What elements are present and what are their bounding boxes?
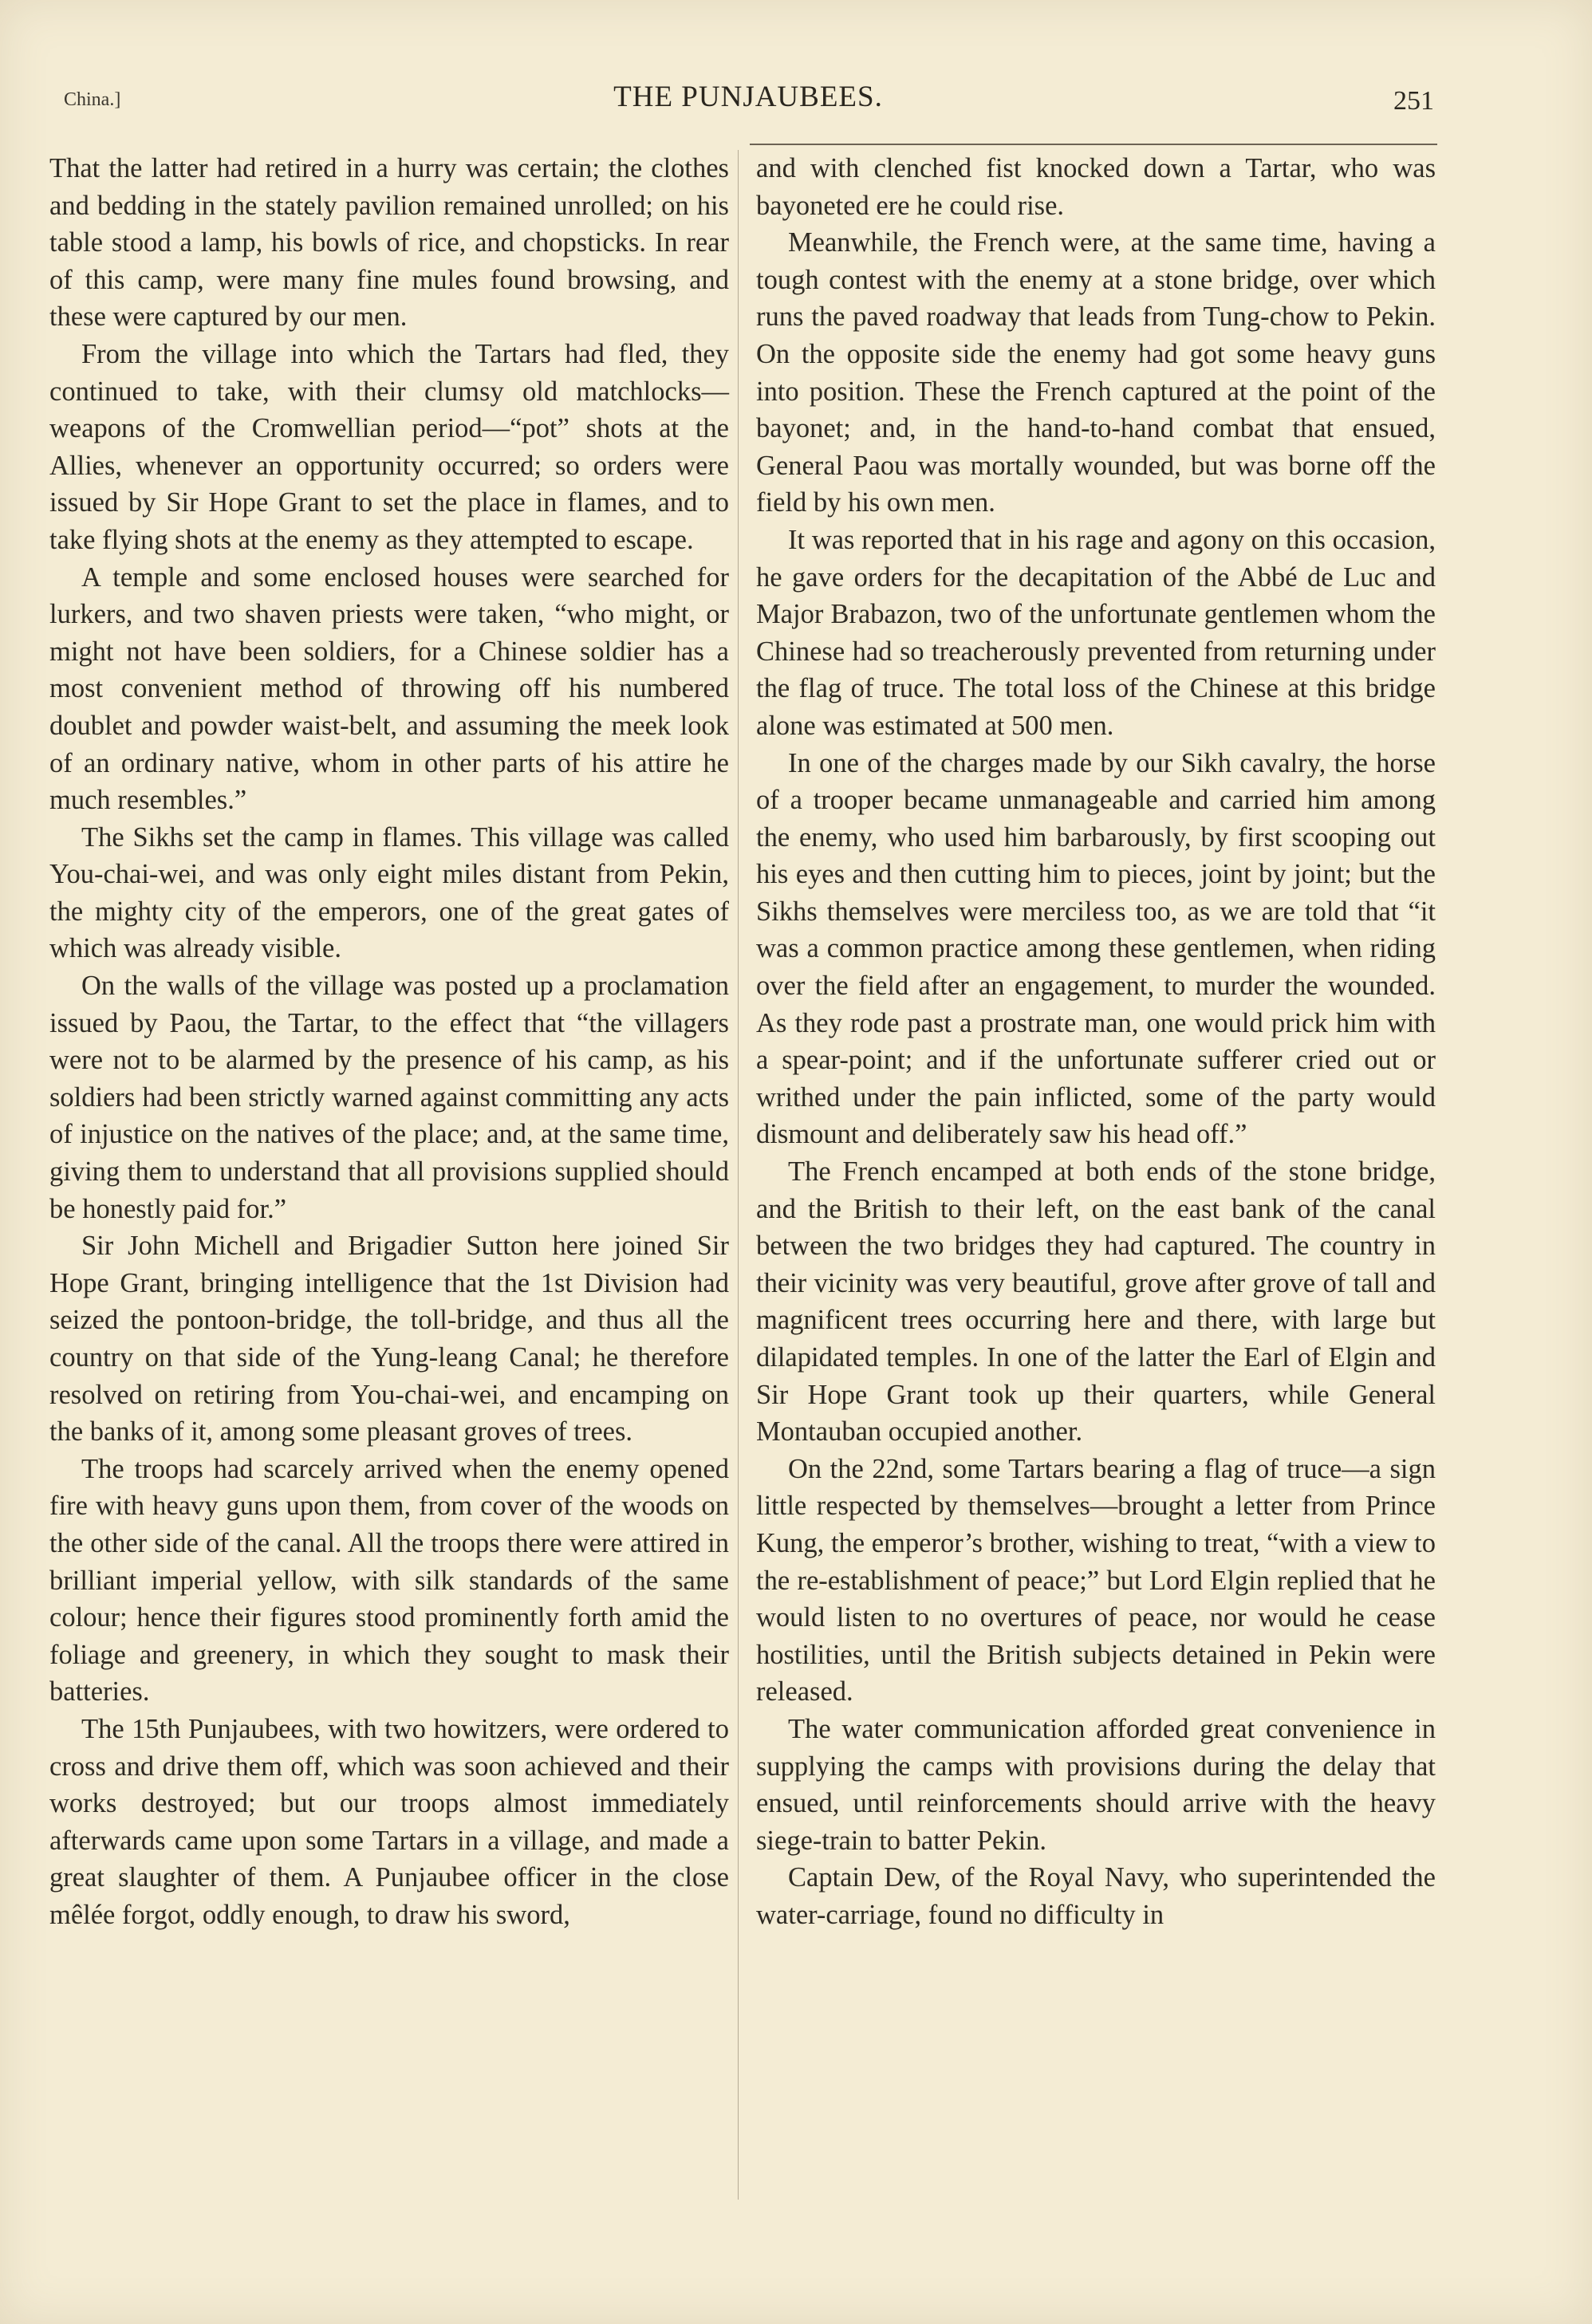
column-divider <box>738 150 739 2200</box>
paragraph: Sir John Michell and Brigadier Sutton here joined Sir Hope Grant, bringing intelligence that the 1st Division had seized the pontoon-bridge, the toll-bridge, and thus all the country on that side of the Yung-leang Canal; he therefore resolved on retiring from You-chai-wei, and encamping on the banks of it, among some pleasant groves of trees. <box>49 1231 729 1448</box>
paragraph: The Sikhs set the camp in flames. This village was called You-chai-wei, and was only eight miles distant from Pekin, the mighty city of the emperors, one of the great gates of which was already visible. <box>49 821 729 964</box>
paragraph: The French encamped at both ends of the stone bridge, and the British to their left, on the east bank of the canal between the two bridges they had captured. The country in their vicinity was very beautiful, grove after grove of tall and magnificent trees occurring here and there, with large but dilapidated temples. In one of the latter the Earl of Elgin and Sir Hope Grant took up their quarters, while General Montauban occupied another. <box>756 1156 1436 1448</box>
running-title: THE PUNJAUBEES. <box>613 81 883 113</box>
paragraph: A temple and some enclosed houses were searched for lurkers, and two shaven priests were taken, “who might, or might not have been soldiers, for a Chinese soldier has a most convenient method of throwing off his numbered doublet and powder waist-belt, and assuming the meek look of an ordinary native, whom in other parts of his attire he much resembles.” <box>49 561 729 816</box>
header-rule <box>750 144 1437 145</box>
right-column <box>756 150 1436 1934</box>
paragraph: Captain Dew, of the Royal Navy, who superintended the water-carriage, found no difficulty in <box>756 1862 1436 1930</box>
paragraph: The troops had scarcely arrived when the enemy opened fire with heavy guns upon them, from cover of the woods on the other side of the canal. All the troops there were attired in brilliant imperial yellow, with silk standards of the same colour; hence their figures stood prominently forth amid the foliage and greenery, in which they sought to mask their batteries. <box>49 1453 729 1708</box>
paragraph: From the village into which the Tartars had fled, they continued to take, with their clumsy old matchlocks—weapons of the Cromwellian period—“pot” shots at the Allies, whenever an opportunity occurred; so orders were issued by Sir Hope Grant to set the place in flames, and to take flying shots at the enemy as they attempted to escape. <box>49 338 729 555</box>
paragraph: That the latter had retired in a hurry was certain; the clothes and bedding in the stately pavilion remained unrolled; on his table stood a lamp, his bowls of rice, and chopsticks. In rear of this camp, were many fine mules found browsing, and these were captured by our men. <box>49 153 729 333</box>
paragraph: On the walls of the village was posted up a proclamation issued by Paou, the Tartar, to the effect that “the villagers were not to be alarmed by the presence of his camp, as his soldiers had been strictly warned against committing any acts of injustice on the natives of the place; and, at the same time, giving them to understand that all provisions supplied should be honestly paid for.” <box>49 971 729 1224</box>
paragraph: In one of the charges made by our Sikh cavalry, the horse of a trooper became unmanageable and carried him among the enemy, who used him barbarously, by first scooping out his eyes and then cutting him to pieces, joint by joint; but the Sikhs themselves were merciless too, as we are told that “it was a common practice among these gentlemen, when riding over the field after an engagement, to murder the wounded. As they rode past a prostrate man, one would prick him with a spear-point; and if the unfortunate sufferer cried out or writhed under the pain inflicted, some of the party would dismount and deliberately saw his head off.” <box>756 747 1436 1150</box>
paragraph: The 15th Punjaubees, with two howitzers, were ordered to cross and drive them off, which was soon achieved and their works destroyed; but our troops almost immediately afterwards came upon some Tartars in a village, and made a great slaughter of them. A Punjaubee officer in the close mêlée forgot, oddly enough, to draw his sword, <box>49 1713 729 1930</box>
page-number: 251 <box>1393 86 1434 116</box>
left-column <box>49 150 729 1934</box>
section-label: China.] <box>64 89 121 110</box>
paragraph: It was reported that in his rage and agony on this occasion, he gave orders for the decapitation of the Abbé de Luc and Major Brabazon, two of the unfortunate gentlemen whom the Chinese had so treacherously prevented from returning under the flag of truce. The total loss of the Chinese at this bridge alone was estimated at 500 men. <box>756 524 1436 741</box>
paragraph: and with clenched fist knocked down a Tartar, who was bayoneted ere he could rise. <box>756 153 1436 221</box>
paragraph: On the 22nd, some Tartars bearing a flag of truce—a sign little respected by themselves—brought a letter from Prince Kung, the emperor’s brother, wishing to treat, “with a view to the re-establishment of peace;” but Lord Elgin replied that he would listen to no overtures of peace, nor would he cease hostilities, until the British subjects detained in Pekin were released. <box>756 1453 1436 1708</box>
paragraph: Meanwhile, the French were, at the same time, having a tough contest with the enemy at a stone bridge, over which runs the paved roadway that leads from Tung-chow to Pekin. On the opposite side the enemy had got some heavy guns into position. These the French captured at the point of the bayonet; and, in the hand-to-hand combat that ensued, General Paou was mortally wounded, but was borne off the field by his own men. <box>756 227 1436 518</box>
page-header <box>64 80 1432 136</box>
paragraph: The water communication afforded great convenience in supplying the camps with provisions during the delay that ensued, until reinforcements should arrive with the heavy siege-train to batter Pekin. <box>756 1713 1436 1856</box>
